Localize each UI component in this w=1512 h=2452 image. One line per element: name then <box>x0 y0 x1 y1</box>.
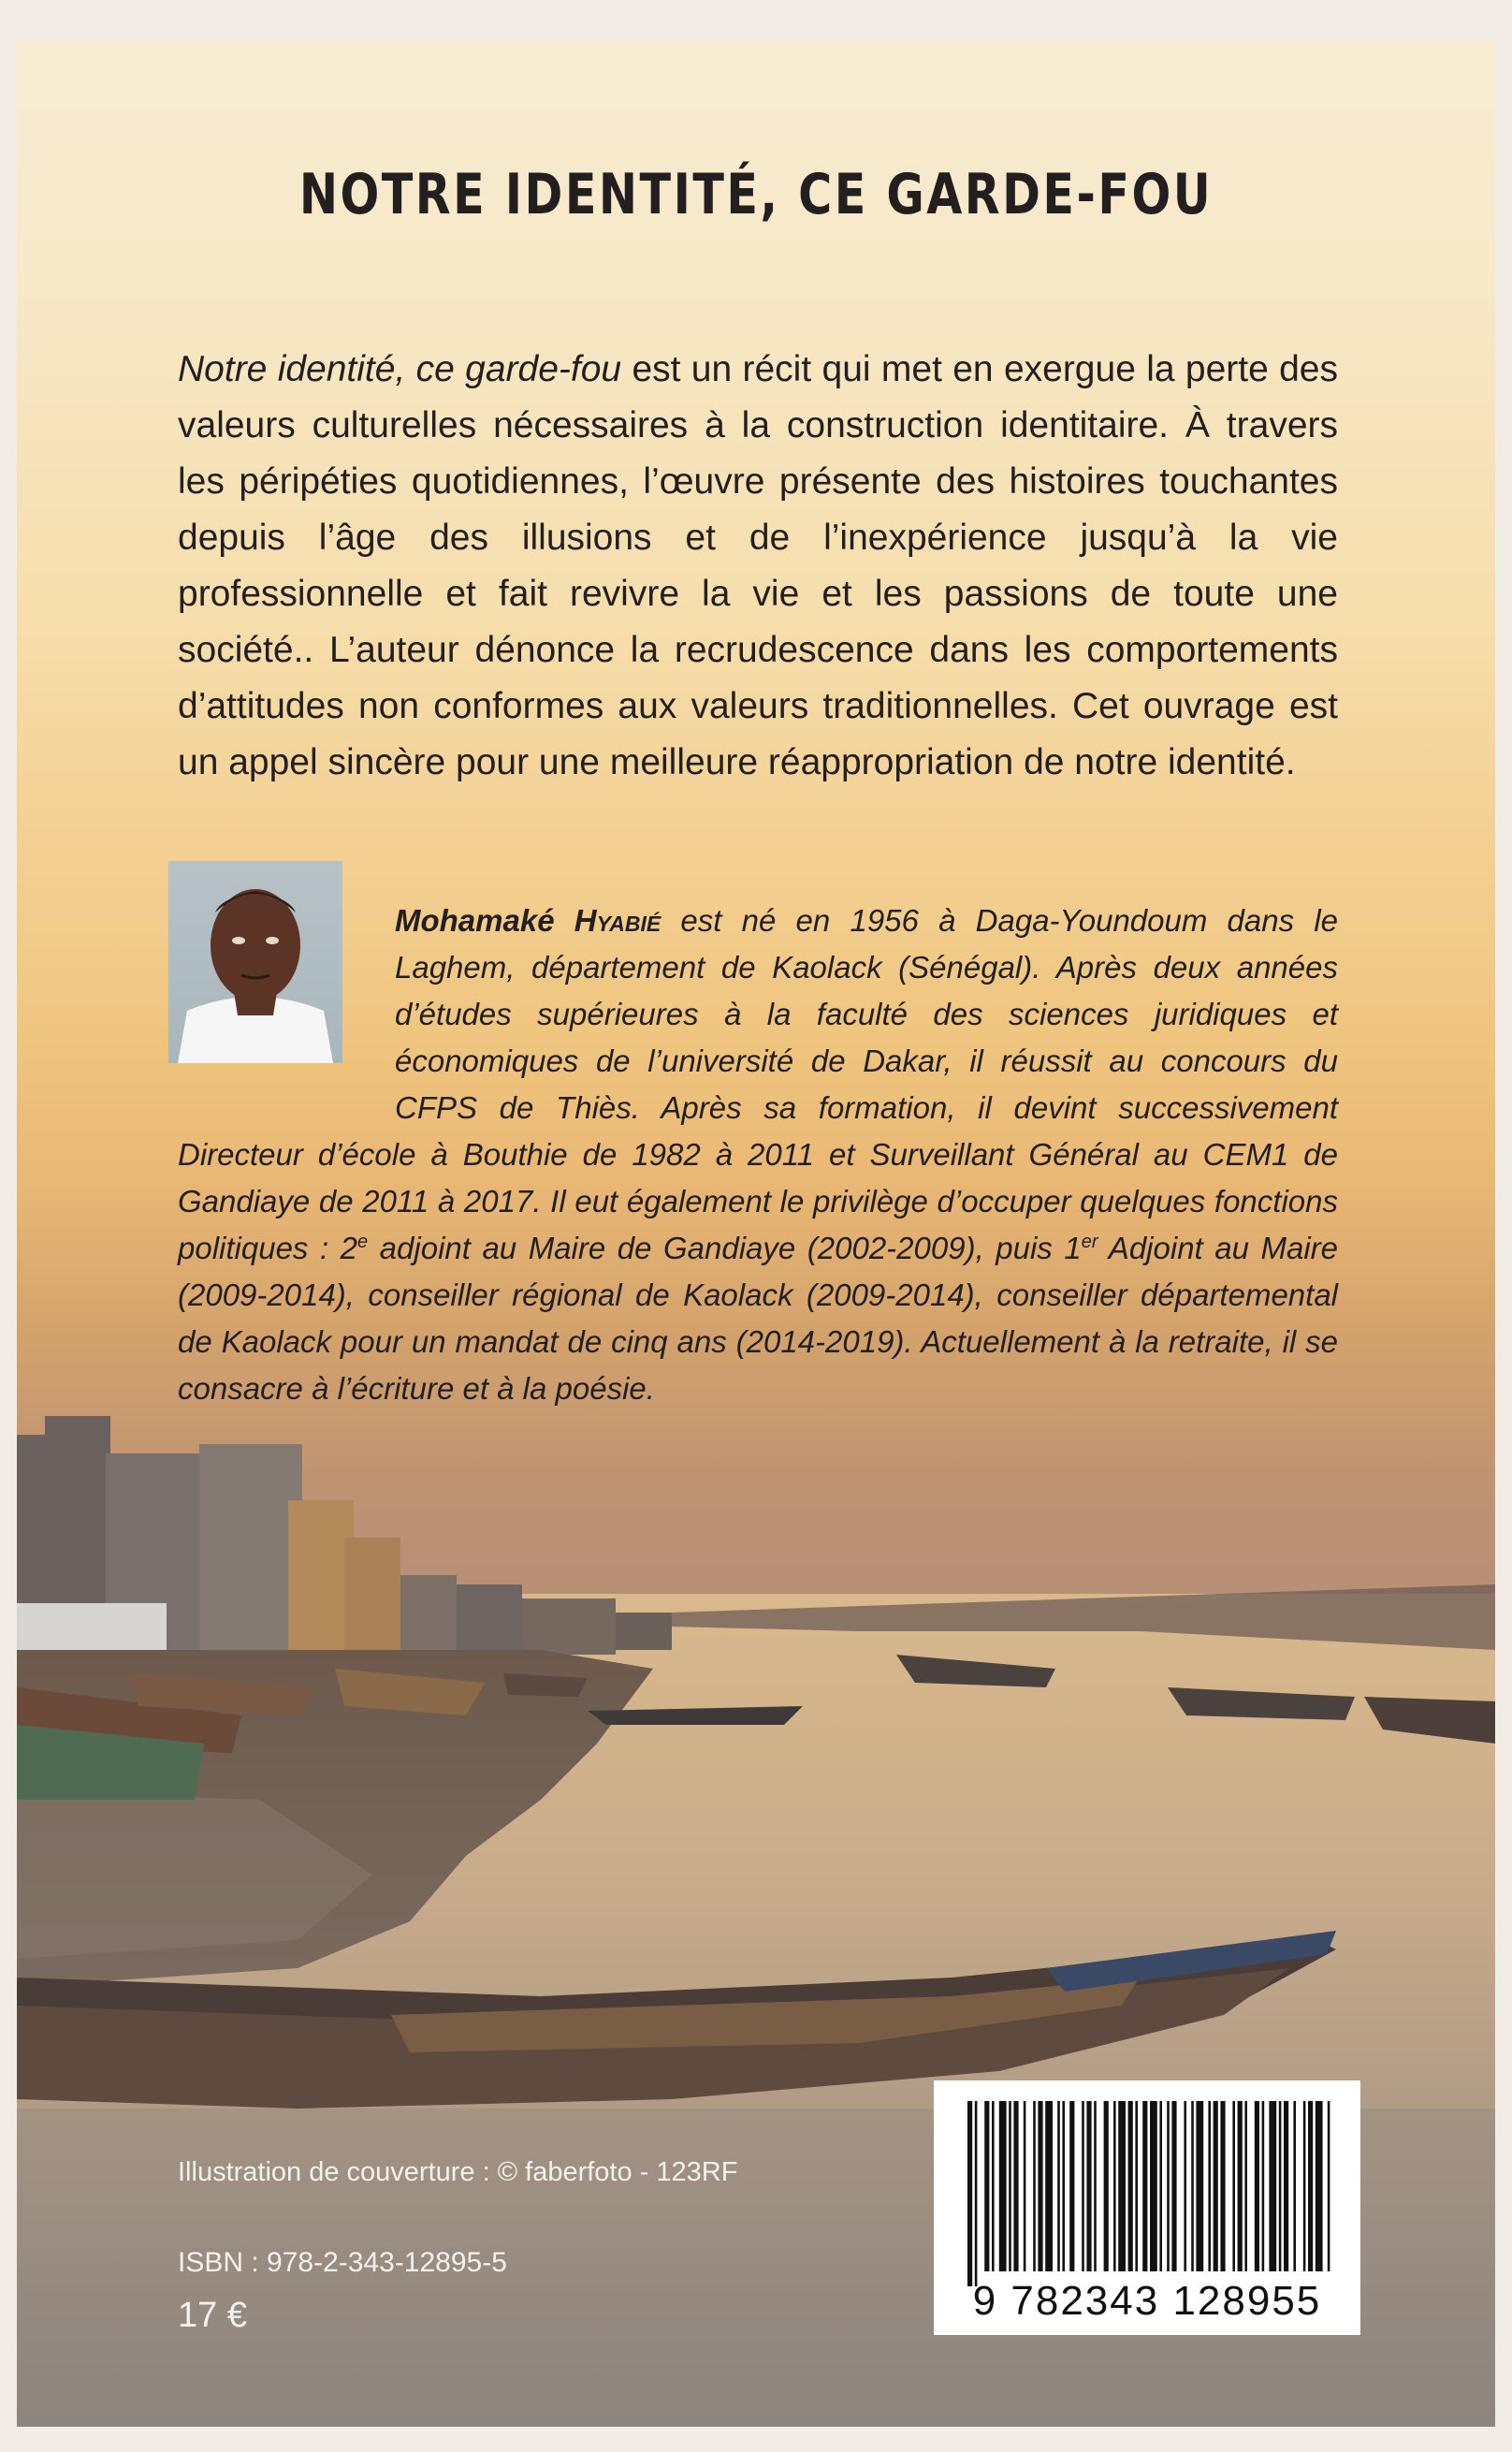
barcode <box>934 2080 1360 2335</box>
price: 17 € <box>178 2296 247 2335</box>
barcode-bar <box>1293 2101 1296 2271</box>
barcode-bar <box>1069 2101 1074 2271</box>
barcode-bar <box>1208 2101 1211 2271</box>
barcode-bar <box>1191 2101 1194 2271</box>
barcode-bar <box>1033 2101 1036 2271</box>
book-title: NOTRE IDENTITÉ, CE GARDE-FOU <box>298 162 1214 227</box>
barcode-bar <box>1244 2101 1247 2271</box>
barcode-bar <box>1196 2101 1203 2271</box>
illustration-credit: Illustration de couverture : © faberfoto - 123RF <box>178 2157 738 2187</box>
barcode-bar <box>1308 2101 1313 2271</box>
barcode-bar <box>1328 2101 1330 2271</box>
barcode-bar <box>1045 2101 1053 2271</box>
bio-text-2: adjoint au Maire de Gandiaye (2002-2009), puis 1 <box>368 1231 1082 1265</box>
barcode-bar <box>999 2101 1007 2271</box>
barcode-bar <box>1150 2101 1157 2271</box>
barcode-bar <box>1024 2101 1026 2271</box>
synopsis-title: Notre identité, ce garde-fou <box>178 349 622 389</box>
barcode-bar <box>1167 2101 1170 2271</box>
barcode-bar <box>1184 2101 1186 2271</box>
barcode-bar <box>1214 2101 1218 2271</box>
isbn: ISBN : 978-2-343-12895-5 <box>178 2247 507 2278</box>
barcode-bar <box>1086 2101 1091 2271</box>
barcode-bar <box>1159 2101 1162 2271</box>
barcode-digits: 9 782343 128955 <box>972 2278 1322 2324</box>
bio-text-1: est né en 1956 à Daga-Youndoum dans le Laghem, département de Kaolack (Sénégal). Après deux années d’études supérieures à la faculté des sciences juridiques et économiques de l’université de Dakar, il réussit au concours du CFPS de Thiès. Après sa formation, il devint successivement Directeur d’école à Bouthie de 1982 à 2011 et Surveillant Général au CEM1 de Gandiaye de 2011 à 2017. Il eut également le privilège d’occuper quelques fonctions politiques : 2 <box>178 903 1339 1265</box>
barcode-bar <box>1057 2101 1060 2271</box>
buildings-left <box>17 1416 672 1669</box>
barcode-bar <box>1113 2101 1116 2271</box>
synopsis-paragraph <box>178 342 1338 791</box>
bio-sup-1: e <box>357 1232 369 1252</box>
barcode-bar <box>1262 2101 1265 2271</box>
barcode-bar <box>1013 2101 1018 2271</box>
barcode-bar <box>1082 2101 1084 2271</box>
barcode-bar <box>1171 2101 1176 2271</box>
barcode-bar <box>1279 2101 1282 2271</box>
author-bio <box>178 898 1338 1412</box>
bio-sup-2: er <box>1081 1232 1098 1252</box>
barcode-bar <box>1094 2101 1097 2271</box>
barcode-bar <box>1142 2101 1147 2271</box>
barcode-bar <box>1232 2101 1235 2271</box>
barcode-graphic <box>934 2080 1360 2335</box>
barcode-bars <box>967 2101 1330 2286</box>
author-first-name: Mohamaké <box>395 903 555 938</box>
barcode-bar <box>1062 2101 1065 2271</box>
barcode-bar <box>1128 2101 1133 2271</box>
barcode-bar <box>984 2101 989 2271</box>
barcode-bar <box>975 2101 978 2286</box>
barcode-bar <box>1255 2101 1259 2271</box>
barcode-bar <box>1316 2101 1323 2271</box>
barcode-bar <box>967 2101 972 2286</box>
barcode-bar <box>1220 2101 1225 2271</box>
barcode-bar <box>1118 2101 1126 2271</box>
barcode-bar <box>1238 2101 1243 2271</box>
barcode-bar <box>1104 2101 1109 2271</box>
barcode-bar <box>992 2101 995 2271</box>
barcode-bar <box>1269 2101 1276 2271</box>
barcode-bar <box>1284 2101 1288 2271</box>
barcode-bar <box>1303 2101 1306 2271</box>
back-cover <box>17 40 1495 2427</box>
barcode-bar <box>1135 2101 1138 2271</box>
barcode-bar <box>1038 2101 1042 2271</box>
barcode-bar <box>1009 2101 1011 2271</box>
bio-text-3: Adjoint au Maire (2009-2014), conseiller régional de Kaolack (2009-2014), conseiller départemental de Kaolack pour un mandat de cinq ans (2014-2019). Actuellement à la retraite, il se consacre à l’écriture et à la poésie. <box>178 1231 1338 1406</box>
synopsis-text: est un récit qui met en exergue la perte des valeurs culturelles nécessaires à la construction identitaire. À travers les péripéties quotidiennes, l’œuvre présente des histoires touchantes depuis l’âge des illusions et de l’inexpérience jusqu’à la vie professionnelle et fait revivre la vie et les passions de toute une société.. L’auteur dénonce la recrudescence dans les comportements d’attitudes non conformes aux valeurs traditionnelles. Cet ouvrage est un appel sincère pour une meilleure réappropriation de notre identité. <box>178 349 1338 782</box>
author-last-name: Hyabié <box>574 903 662 938</box>
